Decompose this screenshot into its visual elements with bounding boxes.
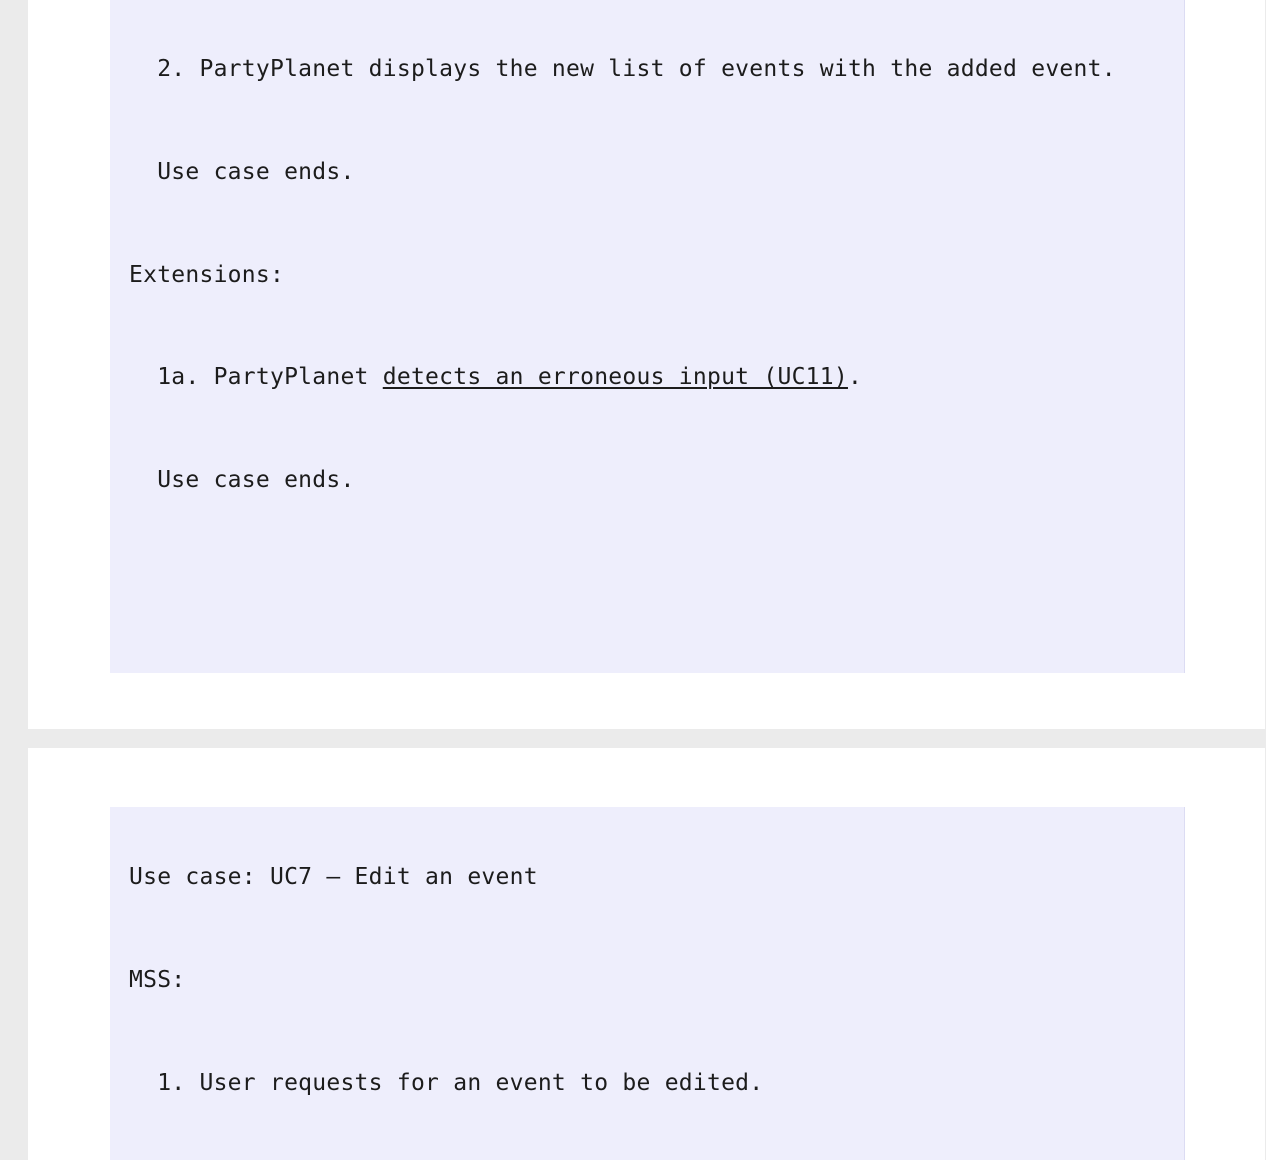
text-line: Use case ends. — [129, 159, 355, 185]
text-line: MSS: — [129, 967, 186, 993]
use-case-code-block — [110, 807, 1185, 1160]
use-case-text — [129, 807, 1184, 1160]
line-prefix: 1a. PartyPlanet — [129, 364, 383, 391]
line-suffix: . — [847, 364, 863, 391]
text-line: 2. PartyPlanet displays the new list of events with the added event. — [129, 56, 1116, 83]
text-line: Extensions: — [129, 261, 285, 288]
text-line: Use case ends. — [129, 466, 355, 493]
use-case-text — [129, 0, 1184, 673]
text-line — [129, 360, 1184, 394]
use-case-code-block — [110, 0, 1185, 673]
document-page-2 — [28, 748, 1265, 1160]
document-page-1 — [28, 0, 1265, 729]
blank-line — [129, 565, 1184, 599]
use-case-heading: Use case: UC7 – Edit an event — [129, 864, 538, 891]
uc11-link[interactable]: detects an erroneous input (UC11) — [382, 364, 848, 391]
text-line: 1. User requests for an event to be edited. — [129, 1069, 764, 1096]
blank-line — [129, 668, 1184, 673]
